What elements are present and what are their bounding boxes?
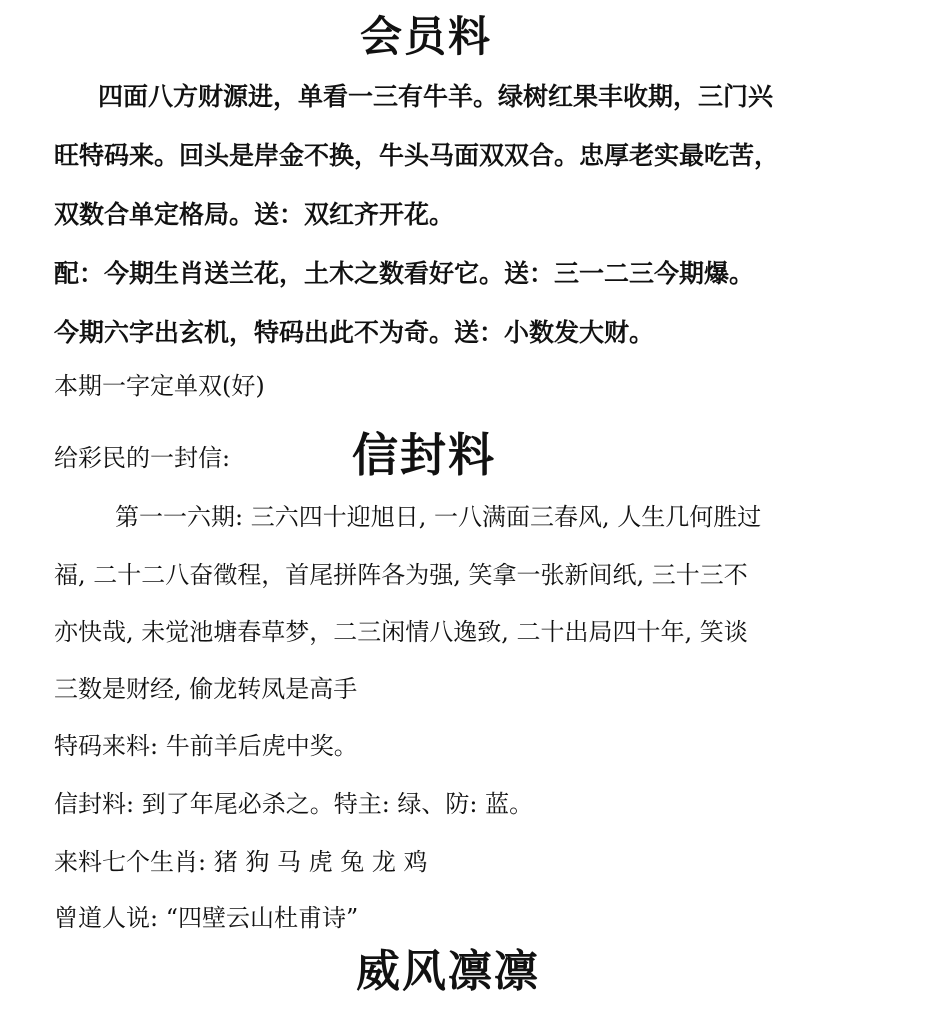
envelope-line-2: 福, 二十二八奋徵程，首尾拼阵各为强, 笑拿一张新间纸, 三十三不 bbox=[54, 561, 748, 589]
envelope-line-3: 亦快哉, 未觉池塘春草梦，二三闲情八逸致, 二十出局四十年, 笑谈 bbox=[54, 618, 748, 646]
footer-title: 威风凛凛 bbox=[356, 946, 540, 997]
member-material-title: 会员料 bbox=[360, 12, 493, 61]
member-line-4: 配：今期生肖送兰花，土木之数看好它。送：三一二三今期爆。 bbox=[54, 259, 755, 288]
member-line-1: 四面八方财源进，单看一三有牛羊。绿树红果丰收期，三门兴 bbox=[98, 82, 774, 111]
envelope-line-6: 信封料: 到了年尾必杀之。特主: 绿、防: 蓝。 bbox=[54, 790, 534, 818]
member-line-3: 双数合单定格局。送：双红齐开花。 bbox=[54, 200, 455, 229]
member-line-2: 旺特码来。回头是岸金不换，牛头马面双双合。忠厚老实最吃苦， bbox=[54, 141, 780, 170]
member-line-6: 本期一字定单双(好) bbox=[54, 372, 265, 400]
envelope-line-8: 曾道人说: “四壁云山杜甫诗” bbox=[54, 904, 359, 932]
member-line-5: 今期六字出玄机，特码出此不为奇。送：小数发大财。 bbox=[54, 318, 655, 347]
letter-intro: 给彩民的一封信: bbox=[54, 444, 231, 472]
envelope-line-4: 三数是财经, 偷龙转凤是高手 bbox=[54, 675, 358, 703]
envelope-material-title: 信封料 bbox=[352, 428, 496, 482]
envelope-line-1: 第一一六期: 三六四十迎旭日, 一八满面三春风, 人生几何胜过 bbox=[115, 503, 762, 531]
envelope-line-5: 特码来料: 牛前羊后虎中奖。 bbox=[54, 732, 358, 760]
envelope-line-7: 来料七个生肖: 猪 狗 马 虎 兔 龙 鸡 bbox=[54, 848, 428, 876]
